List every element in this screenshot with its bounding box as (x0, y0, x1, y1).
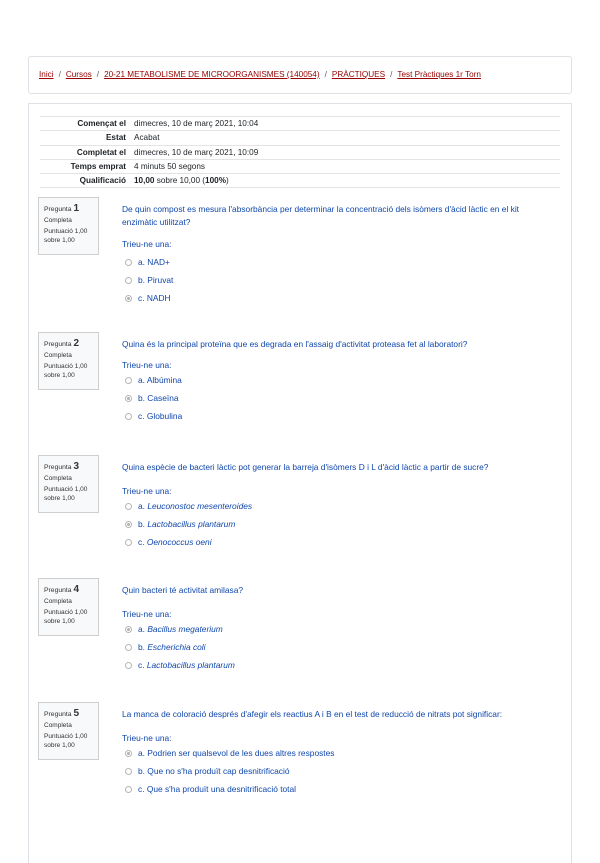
summary-label: Completat el (40, 145, 130, 159)
breadcrumb (39, 70, 481, 79)
answer-prompt: Trieu-ne una: (122, 360, 172, 370)
breadcrumb-link-inici[interactable]: Inici (39, 70, 54, 79)
question-number-value: 1 (73, 203, 80, 214)
question-number (44, 460, 93, 474)
answer-letter: b. (138, 642, 145, 652)
question-mark: Puntuació 1,00 sobre 1,00 (44, 228, 88, 245)
question-number-value: 5 (73, 708, 80, 719)
question-text: Quina és la principal proteïna que es degrada en l'assaig d'activitat proteasa fet al laboratori? (122, 339, 468, 349)
question-mark: Puntuació 1,00 sobre 1,00 (44, 486, 88, 503)
answer-letter: a. (138, 501, 145, 511)
answer-option-c[interactable] (122, 656, 552, 674)
breadcrumb-separator: / (390, 70, 393, 79)
question-mark: Puntuació 1,00 sobre 1,00 (44, 733, 88, 750)
radio-button[interactable] (125, 768, 132, 775)
breadcrumb-link-practiques[interactable]: PRÀCTIQUES (331, 70, 386, 79)
answer-prompt: Trieu-ne una: (122, 609, 172, 619)
answer-letter: a. (138, 624, 145, 634)
answer-label: a. Albúmina (138, 375, 182, 385)
question-info (38, 332, 99, 390)
answer-label: b. Que no s'ha produït cap desnitrificació (138, 766, 290, 776)
answer-option-b[interactable] (122, 762, 552, 780)
answer-option-c[interactable] (122, 533, 552, 551)
answer-label: Oenococcus oeni (146, 537, 212, 547)
radio-button-selected[interactable] (125, 521, 132, 528)
summary-label: Qualificació (40, 174, 130, 188)
answer-options (122, 744, 552, 798)
answer-label: b. Piruvat (138, 275, 174, 285)
answer-letter: b. (138, 519, 145, 529)
answer-option-c[interactable] (122, 289, 552, 307)
question-content (122, 455, 552, 551)
answer-prompt: Trieu-ne una: (122, 733, 172, 743)
breadcrumb-separator: / (96, 70, 100, 79)
question-text: De quin compost es mesura l'absorbància per determinar la concentració dels isòmers d'àcid làctic en el kit enzimàtic utilitzat? (122, 204, 520, 227)
summary-value: dimecres, 10 de març 2021, 10:09 (130, 145, 560, 159)
answer-prompt: Trieu-ne una: (122, 239, 172, 249)
summary-value: Acabat (130, 131, 560, 145)
answer-prompt: Trieu-ne una: (122, 486, 172, 496)
question-state: Completa (44, 351, 72, 359)
answer-label: c. Globulina (138, 411, 183, 421)
radio-button[interactable] (125, 786, 132, 793)
question-content (122, 332, 552, 425)
answer-letter: c. (138, 660, 145, 670)
summary-value: dimecres, 10 de març 2021, 10:04 (130, 117, 560, 131)
answer-option-b[interactable] (122, 515, 552, 533)
question-mark: Puntuació 1,00 sobre 1,00 (44, 609, 88, 626)
answer-option-b[interactable] (122, 389, 552, 407)
grade-score: 10,00 (134, 176, 155, 186)
answer-option-a[interactable] (122, 497, 552, 515)
radio-button-selected[interactable] (125, 395, 132, 402)
question-number (44, 202, 93, 216)
answer-option-a[interactable] (122, 620, 552, 638)
question-number (44, 337, 93, 351)
question-prefix: Pregunta (44, 711, 72, 718)
question-state: Completa (44, 597, 72, 605)
question-content (122, 578, 552, 674)
answer-label: a. Podrien ser qualsevol de les dues altres respostes (138, 748, 335, 758)
question-text: La manca de coloració després d'afegir els reactius A i B en el test de reducció de nitrats pot significar: (122, 709, 503, 719)
summary-value: 4 minuts 50 segons (130, 159, 560, 173)
question-number-value: 3 (73, 461, 80, 472)
breadcrumb-separator: / (324, 70, 327, 79)
question-state: Completa (44, 474, 72, 482)
answer-label: a. NAD+ (138, 257, 170, 267)
question-content (122, 197, 552, 307)
breadcrumb-separator: / (58, 70, 61, 79)
radio-button[interactable] (125, 377, 132, 384)
radio-button[interactable] (125, 503, 132, 510)
radio-button[interactable] (125, 277, 132, 284)
question-number (44, 583, 93, 597)
question-mark: Puntuació 1,00 sobre 1,00 (44, 363, 88, 380)
breadcrumb-link-cursos[interactable]: Cursos (65, 70, 92, 79)
grade-percent: 100% (205, 176, 226, 186)
answer-label: c. NADH (138, 293, 171, 303)
question-prefix: Pregunta (44, 464, 72, 471)
summary-label: Temps emprat (40, 159, 130, 173)
question-info (38, 702, 99, 760)
question-number (44, 707, 93, 721)
answer-option-a[interactable] (122, 744, 552, 762)
question-info (38, 197, 99, 255)
summary-grade-value (130, 174, 560, 188)
question-number-value: 2 (73, 338, 80, 349)
radio-button-selected[interactable] (125, 626, 132, 633)
summary-row-time-taken (40, 159, 560, 173)
answer-label: Lactobacillus plantarum (147, 519, 236, 529)
answer-option-b[interactable] (122, 638, 552, 656)
answer-options (122, 371, 552, 425)
radio-button-selected[interactable] (125, 295, 132, 302)
attempt-summary-table (40, 116, 560, 188)
summary-row-completed (40, 145, 560, 159)
radio-button[interactable] (125, 413, 132, 420)
breadcrumb-container (28, 56, 572, 94)
question-prefix: Pregunta (44, 341, 72, 348)
answer-label: Leuconostoc mesenteroides (147, 501, 253, 511)
radio-button[interactable] (125, 259, 132, 266)
answer-label: Lactobacillus plantarum (146, 660, 235, 670)
grade-out-of: sobre 10,00 ( (154, 176, 206, 186)
summary-label: Començat el (40, 117, 130, 131)
breadcrumb-link-test[interactable]: Test Pràctiques 1r Torn (397, 70, 481, 79)
question-content (122, 702, 552, 798)
answer-options (122, 497, 552, 551)
answer-option-a[interactable] (122, 253, 552, 271)
answer-options (122, 620, 552, 674)
answer-letter: c. (138, 537, 145, 547)
answer-label: b. Caseïna (138, 393, 179, 403)
question-prefix: Pregunta (44, 206, 72, 213)
answer-option-c[interactable] (122, 407, 552, 425)
summary-row-started (40, 117, 560, 131)
radio-button[interactable] (125, 662, 132, 669)
answer-options (122, 253, 552, 307)
summary-row-grade (40, 174, 560, 188)
radio-button[interactable] (125, 644, 132, 651)
answer-label: Escherichia coli (147, 642, 206, 652)
question-state: Completa (44, 721, 72, 729)
radio-button[interactable] (125, 539, 132, 546)
question-info (38, 578, 99, 636)
breadcrumb-link-course[interactable]: 20-21 METABOLISME DE MICROORGANISMES (140054) (104, 70, 320, 79)
question-state: Completa (44, 216, 72, 224)
answer-option-a[interactable] (122, 371, 552, 389)
question-text: Quin bacteri té activitat amilasa? (122, 585, 244, 595)
question-prefix: Pregunta (44, 587, 72, 594)
radio-button-selected[interactable] (125, 750, 132, 757)
question-number-value: 4 (73, 584, 80, 595)
answer-label: Bacillus megaterium (147, 624, 223, 634)
answer-label: c. Que s'ha produït una desnitrificació total (138, 784, 297, 794)
summary-row-state (40, 131, 560, 145)
answer-option-b[interactable] (122, 271, 552, 289)
answer-option-c[interactable] (122, 780, 552, 798)
question-text: Quina espècie de bacteri làctic pot generar la barreja d'isòmers D i L d'àcid làctic a partir de sucre? (122, 462, 489, 472)
grade-close: ) (225, 176, 229, 186)
summary-label: Estat (40, 131, 130, 145)
question-info (38, 455, 99, 513)
